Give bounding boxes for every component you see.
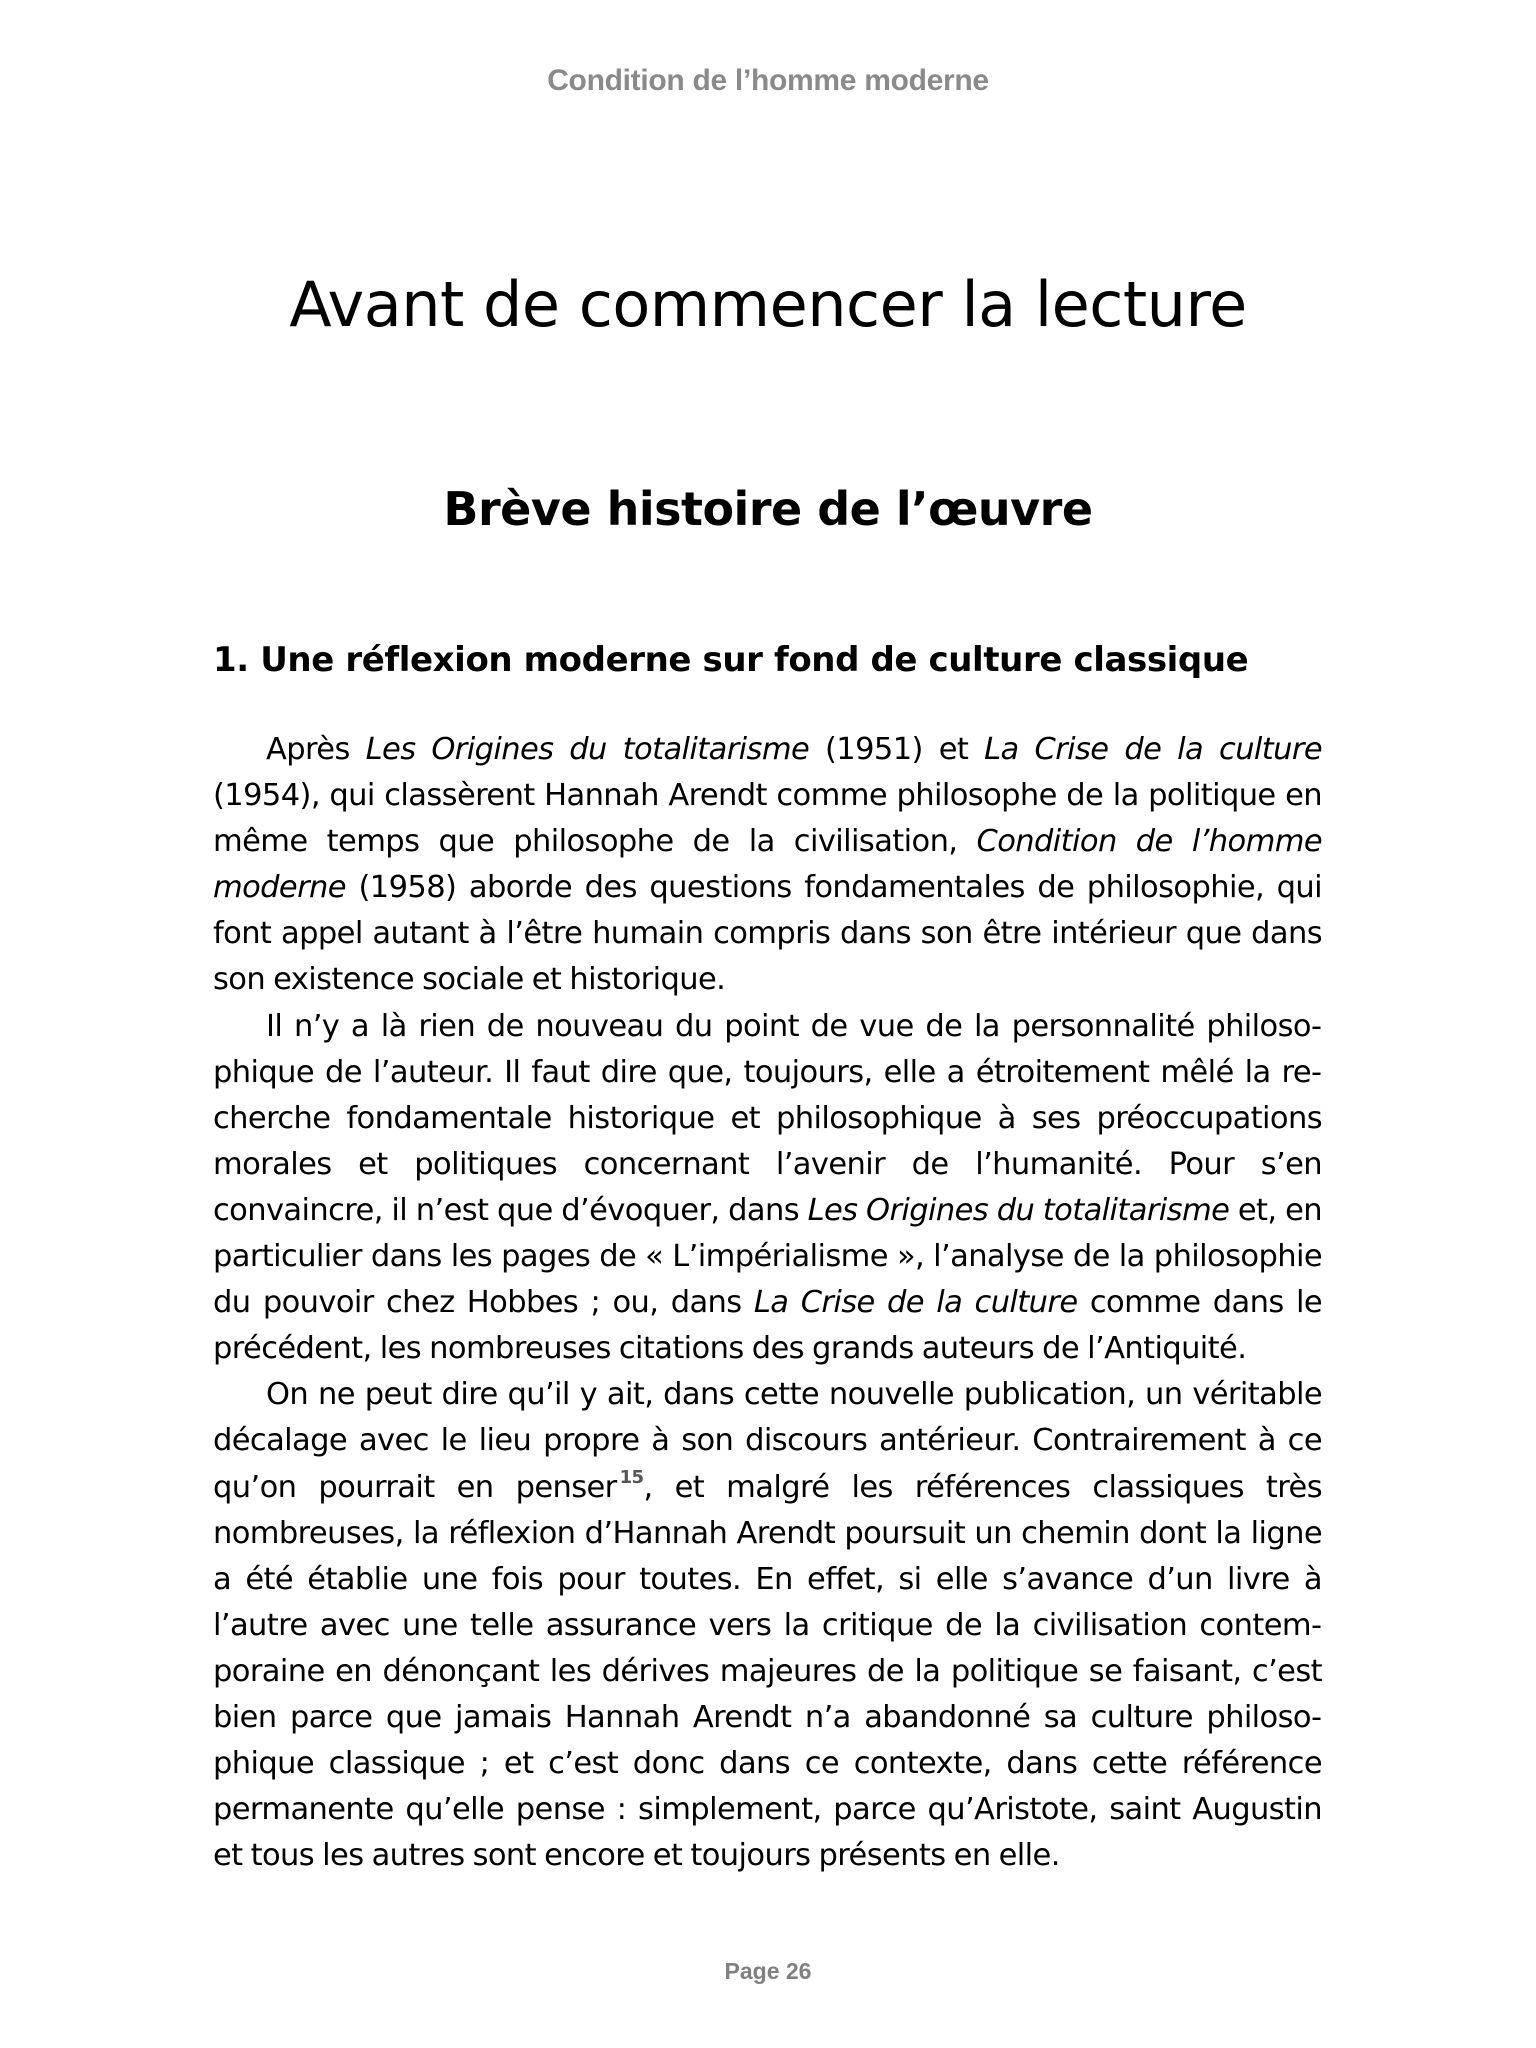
book-title-italic: Les Origines du totalitarisme: [365, 732, 810, 767]
text-run: (1954), qui classèrent Hannah Arendt comme philosophe de la politique en même temps que philosophe de la civilisation,: [213, 778, 1322, 860]
book-title-italic: Les Origines du totalitarisme: [807, 1192, 1230, 1228]
text-run: (1958) aborde des questions fondamentales de philosophie, qui font appel autant à l’être humain compris dans son être intérieur que dans son existence sociale et historique.: [213, 870, 1322, 998]
text-run: On ne peut dire qu’il y ait, dans cette nouvelle publication, un véritable décalage avec le lieu propre à son discours antérieur. Contrairement à ce qu’on pourrait en penser: [213, 1377, 1322, 1505]
footnote-reference[interactable]: 15: [619, 1466, 644, 1488]
chapter-title: Avant de commencer la lecture: [289, 268, 1247, 341]
text-run: , et malgré les références classiques très nombreuses, la réflexion d’Hannah Arendt poursuit un chemin dont la ligne a été établie une fois pour toutes. En effet, si elle s’avance d’un livre à l’autre avec une telle assurance vers la critique de la civilisation contemporaine en dénonçant les dérives majeures de la politique se faisant, c’est bien parce que jamais Hannah Arendt n’a abandonné sa culture philosophique classique ; et c’est donc dans ce contexte, dans cette référence permanente qu’elle pense : simplement, parce qu’Aristote, saint Augustin et tous les autres sont encore et toujours présents en elle.: [213, 1469, 1322, 1874]
text-run: comme dans le précédent, les nombreuses citations des grands auteurs de l’Antiquité.: [213, 1285, 1323, 1367]
book-title-italic: La Crise de la culture: [984, 732, 1322, 767]
running-header: Condition de l’homme moderne: [547, 64, 989, 97]
book-title-italic: Condition de l’homme moderne: [213, 824, 1322, 906]
section-title: Brève histoire de l’œuvre: [443, 482, 1093, 536]
body-text: [213, 727, 1322, 1879]
text-run: Il n’y a là rien de nouveau du point de vue de la personnalité philosophique de l’auteur. Il faut dire que, toujours, elle a étroitement mêlé la recherche fondamentale historique et philosophique à ses préoccupations morales et politiques concernant l’avenir de l’humanité. Pour s’en convaincre, il n’est que d’évoquer, dans: [213, 1008, 1322, 1228]
page-number: Page 26: [724, 1958, 812, 1984]
paragraph: [213, 727, 1322, 1004]
paragraph: [213, 1004, 1322, 1373]
text-run: Après: [266, 732, 366, 767]
text-run: et, en particulier dans les pages de « L’impérialisme », l’analyse de la philosophie du pouvoir chez Hobbes ; ou, dans: [213, 1192, 1322, 1321]
subsection-title: 1. Une réflexion moderne sur fond de culture classique: [213, 640, 1249, 680]
text-run: (1951) et: [809, 732, 985, 767]
book-title-italic: La Crise de la culture: [753, 1285, 1078, 1321]
paragraph: [213, 1372, 1322, 1879]
